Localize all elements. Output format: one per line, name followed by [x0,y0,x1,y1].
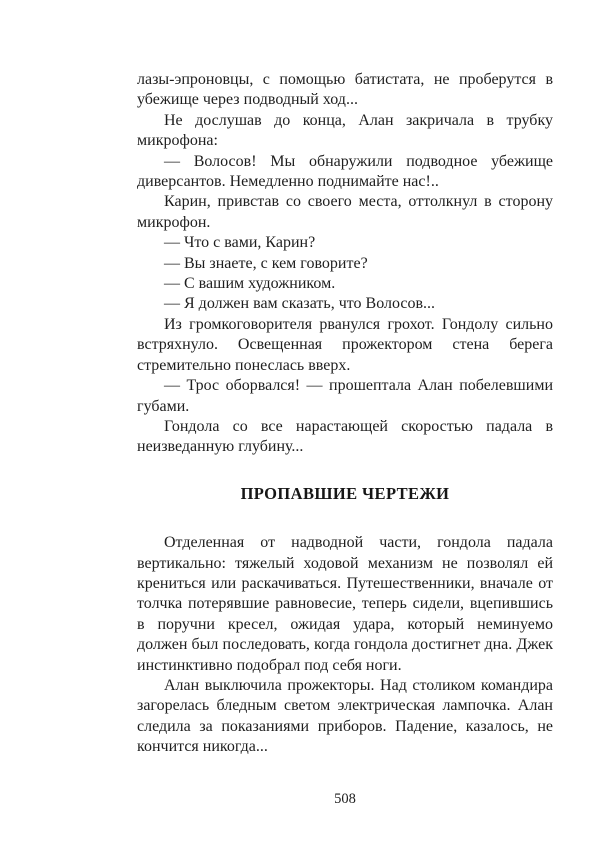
page-text [137,70,553,758]
paragraph: Алан выключила прожекторы. Над столиком командира загорелась бледным светом электрическая лампочка. Алан следила за показаниями приборов. Падение, казалось, не кончится никогда... [137,676,553,756]
paragraph: Отделенная от надводной части, гондола падала вертикально: тяжелый ходовой механизм не позволял ей крениться или раскачиваться. Путешественники, вначале от толчка потерявшие равновесие, теперь сидели, вцепившись в поручни кресел, ожидая удара, который неминуемо должен был последовать, когда гондола достигнет дна. Джек инстинктивно подобрал под себя ноги. [137,534,553,674]
paragraph: Карин, привстав со своего места, оттолкнул в сторону микрофон. [137,193,553,231]
dialogue-paragraph: — Волосов! Мы обнаружили подводное убежище диверсантов. Немедленно поднимайте нас!.. [137,152,553,191]
paragraph: Гондола со все нарастающей скоростью падала в неизведанную глубину... [137,417,553,456]
dialogue-paragraph: — Трос оборвался! — прошептала Алан побелевшими губами. [137,377,553,415]
paragraph: Из громкоговорителя рванулся грохот. Гондолу сильно встряхнуло. Освещенная прожектором стена берега стремительно понеслась вверх. [137,315,553,374]
paragraph: Не дослушав до конца, Алан закричала в трубку микрофона: [137,111,553,150]
page-number: 508 [334,791,356,807]
dialogue-paragraph: — С вашим художником. [164,275,336,293]
dialogue-paragraph: — Вы знаете, с кем говорите? [164,254,368,272]
dialogue-paragraph: — Что с вами, Карин? [164,234,316,252]
chapter-heading: ПРОПАВШИЕ ЧЕРТЕЖИ [240,483,450,503]
paragraph: лазы-эпроновцы, с помощью батистата, не проберутся в убежище через подводный ход... [137,71,553,109]
dialogue-paragraph: — Я должен вам сказать, что Волосов... [164,295,436,313]
